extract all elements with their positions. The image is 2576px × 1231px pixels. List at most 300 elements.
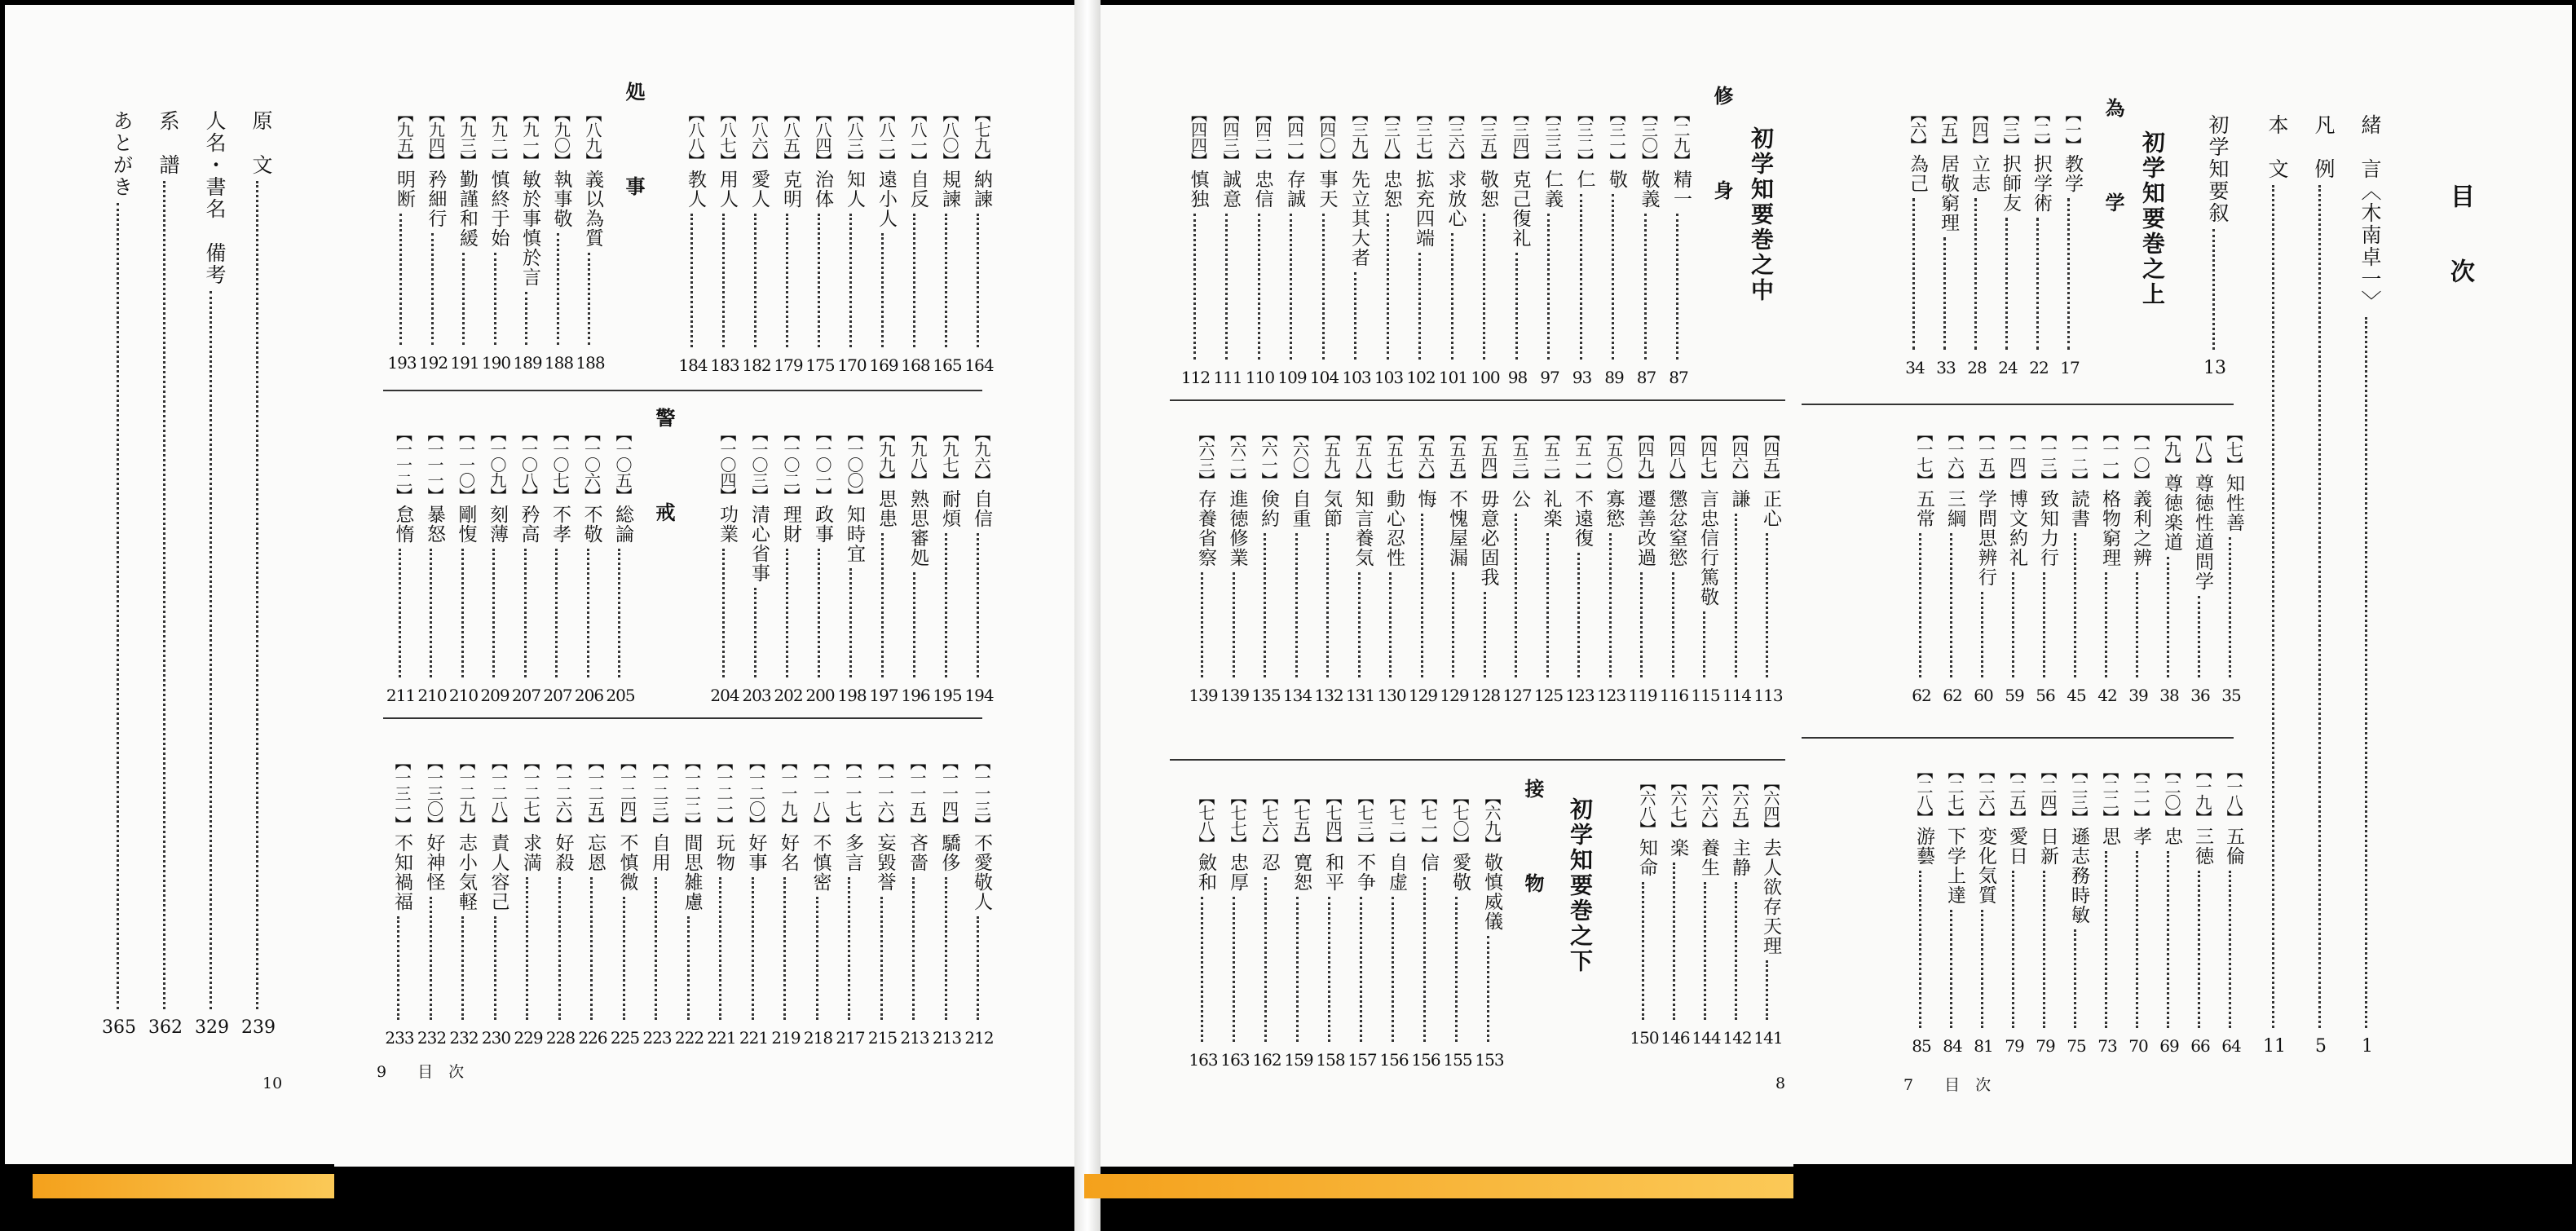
page-number: 81 xyxy=(1974,1036,1993,1056)
entry-number: 【一二八】 xyxy=(488,754,509,832)
page-folio: 7 目 次 xyxy=(1903,1076,1992,1094)
leader-dots xyxy=(1515,514,1517,677)
toc-entry[interactable] xyxy=(1245,106,1276,387)
entry-number: 【一二二】 xyxy=(681,754,702,832)
toc-entry[interactable] xyxy=(1283,789,1314,1070)
toc-entry[interactable] xyxy=(418,106,449,373)
toc-entry[interactable] xyxy=(512,106,543,373)
toc-entry[interactable] xyxy=(1251,789,1282,1070)
entry-title: 不敬 xyxy=(580,505,602,544)
toc-entry[interactable] xyxy=(605,426,636,705)
leader-dots xyxy=(494,253,496,345)
toc-entry[interactable] xyxy=(610,754,641,1048)
page-number: 70 xyxy=(2128,1036,2148,1056)
toc-entry[interactable] xyxy=(1474,789,1505,1070)
toc-entry[interactable] xyxy=(2216,426,2247,705)
toc-entry[interactable] xyxy=(511,426,542,705)
toc-entry[interactable] xyxy=(1442,789,1473,1070)
toc-entry[interactable] xyxy=(1315,789,1346,1070)
page-number: 84 xyxy=(1943,1036,1962,1056)
toc-entry[interactable] xyxy=(1999,763,2030,1056)
entry-number: 【四一】 xyxy=(1285,106,1304,168)
entry-number: 【三四】 xyxy=(1510,106,1530,168)
toc-entry[interactable] xyxy=(836,106,867,375)
entry-title: 原 文 xyxy=(249,110,273,176)
toc-entry[interactable] xyxy=(544,106,575,373)
page-number: 79 xyxy=(2005,1036,2024,1056)
toc-entry[interactable] xyxy=(899,754,930,1048)
toc-entry[interactable] xyxy=(1937,426,1968,705)
entry-number: 【一二】 xyxy=(2069,426,2089,488)
toc-entry[interactable] xyxy=(1220,789,1251,1070)
toc-entry[interactable] xyxy=(2061,763,2092,1056)
page-number: 230 xyxy=(481,1028,511,1048)
page-number: 207 xyxy=(511,686,541,705)
toc-entry[interactable] xyxy=(2061,426,2092,705)
toc-entry[interactable] xyxy=(642,754,673,1048)
leader-dots xyxy=(2074,929,2076,1028)
toc-entry[interactable] xyxy=(900,426,931,705)
leader-dots xyxy=(2365,317,2367,1028)
toc-entry[interactable] xyxy=(932,754,963,1048)
entry-title: 不愧屋漏 xyxy=(1446,489,1467,567)
page-number: 119 xyxy=(1628,686,1657,705)
toc-entry[interactable] xyxy=(575,106,606,373)
leader-dots xyxy=(1418,253,1421,360)
leader-dots xyxy=(1735,882,1737,1020)
leader-dots xyxy=(1912,198,1915,350)
toc-entry[interactable] xyxy=(773,426,804,705)
toc-entry[interactable] xyxy=(1968,426,1999,705)
toc-entry[interactable] xyxy=(868,426,899,705)
toc-entry[interactable] xyxy=(1690,426,1721,705)
toc-entry[interactable] xyxy=(1347,789,1378,1070)
leader-dots xyxy=(2212,229,2215,350)
leader-dots xyxy=(2005,218,2008,350)
leader-dots xyxy=(557,233,559,345)
page-number: 162 xyxy=(1252,1050,1281,1070)
leader-dots xyxy=(1258,214,1260,360)
entry-number: 【一一六】 xyxy=(875,754,895,832)
toc-entry[interactable] xyxy=(1410,789,1441,1070)
entry-number: 【五一】 xyxy=(1573,426,1592,488)
page-number: 135 xyxy=(1251,686,1281,705)
section-divider xyxy=(1802,404,2234,405)
entry-number: 【二五】 xyxy=(2007,763,2027,825)
entry-title: 進徳修業 xyxy=(1226,489,1248,567)
toc-entry[interactable] xyxy=(835,754,866,1048)
toc-entry[interactable] xyxy=(481,754,512,1048)
page-number: 111 xyxy=(1213,368,1242,387)
page-number: 34 xyxy=(1905,358,1925,377)
toc-entry[interactable] xyxy=(1376,426,1407,705)
toc-entry[interactable] xyxy=(1470,106,1501,387)
entry-number: 【一二〇】 xyxy=(746,754,766,832)
page-number: 206 xyxy=(574,686,604,705)
toc-entry[interactable] xyxy=(1212,106,1243,387)
page-number: 60 xyxy=(1974,686,1993,705)
toc-entry[interactable] xyxy=(1378,789,1409,1070)
entry-title: 養生 xyxy=(1698,838,1719,877)
toc-entry[interactable] xyxy=(417,426,448,705)
entry-number: 【一二六】 xyxy=(553,754,573,832)
toc-entry[interactable] xyxy=(384,754,415,1048)
toc-entry[interactable] xyxy=(1534,106,1565,387)
toc-entry[interactable] xyxy=(1999,426,2030,705)
toc-entry[interactable] xyxy=(2304,114,2340,1056)
page-number: 223 xyxy=(642,1028,672,1048)
toc-entry[interactable] xyxy=(674,754,705,1048)
toc-entry[interactable] xyxy=(513,754,544,1048)
entry-title: 孝 xyxy=(2130,827,2151,846)
toc-entry[interactable] xyxy=(1753,774,1784,1048)
page-number: 87 xyxy=(1636,368,1656,387)
toc-entry[interactable] xyxy=(932,426,963,705)
entry-number: 【一一一】 xyxy=(425,426,444,503)
leader-dots xyxy=(1455,897,1458,1042)
toc-entry[interactable] xyxy=(1937,763,1968,1056)
toc-entry[interactable] xyxy=(1659,426,1690,705)
toc-entry[interactable] xyxy=(386,106,417,373)
toc-entry[interactable] xyxy=(1691,774,1722,1048)
toc-entry[interactable] xyxy=(542,426,573,705)
toc-entry[interactable] xyxy=(102,110,138,1037)
toc-entry[interactable] xyxy=(448,426,479,705)
toc-entry[interactable] xyxy=(2030,426,2061,705)
toc-entry[interactable] xyxy=(709,426,740,705)
entry-number: 【八〇】 xyxy=(940,106,959,168)
toc-entry[interactable] xyxy=(1567,106,1598,387)
page-number: 131 xyxy=(1345,686,1375,705)
toc-entry[interactable] xyxy=(1502,106,1533,387)
toc-entry[interactable] xyxy=(964,106,995,375)
toc-entry[interactable] xyxy=(1930,106,1961,377)
toc-entry[interactable] xyxy=(2154,763,2185,1056)
toc-entry[interactable] xyxy=(805,106,836,375)
toc-entry[interactable] xyxy=(2257,114,2293,1056)
toc-entry[interactable] xyxy=(448,754,479,1048)
leader-dots xyxy=(913,214,915,347)
page-number: 156 xyxy=(1379,1050,1409,1070)
page-number: 62 xyxy=(1943,686,1962,705)
toc-entry[interactable] xyxy=(1313,426,1344,705)
toc-entry[interactable] xyxy=(2092,426,2123,705)
page-number: 365 xyxy=(102,1017,136,1038)
toc-entry[interactable] xyxy=(1899,106,1930,377)
toc-entry[interactable] xyxy=(2123,426,2154,705)
entry-number: 【一二三】 xyxy=(650,754,669,832)
toc-entry[interactable] xyxy=(2185,426,2216,705)
page-number: 165 xyxy=(933,355,962,375)
toc-entry[interactable] xyxy=(1439,426,1470,705)
toc-entry[interactable] xyxy=(1471,426,1502,705)
toc-entry[interactable] xyxy=(2185,763,2216,1056)
page-number: 73 xyxy=(2097,1036,2117,1056)
toc-entry[interactable] xyxy=(741,106,772,375)
toc-entry[interactable] xyxy=(1722,426,1753,705)
page-number: 195 xyxy=(933,686,962,705)
toc-entry[interactable] xyxy=(677,106,708,375)
page-number: 179 xyxy=(774,355,803,375)
volume-title: 初学知要巻之下 xyxy=(1567,797,1594,974)
toc-entry[interactable] xyxy=(867,754,898,1048)
leader-dots xyxy=(2272,185,2274,1028)
entry-number: 【二八】 xyxy=(1914,763,1934,825)
entry-number: 【九〇】 xyxy=(551,106,571,168)
toc-heading: 目 次 xyxy=(2446,183,2474,296)
entry-title: 知人 xyxy=(844,170,865,209)
toc-entry[interactable] xyxy=(2198,114,2234,377)
toc-entry[interactable] xyxy=(964,754,995,1048)
entry-title: 好名 xyxy=(778,833,799,872)
entry-number: 【三六】 xyxy=(1445,106,1466,168)
toc-entry[interactable] xyxy=(1660,774,1691,1048)
page-number: 163 xyxy=(1189,1050,1218,1070)
leader-dots xyxy=(623,897,625,1020)
leader-dots xyxy=(2105,851,2107,1028)
toc-entry[interactable] xyxy=(805,426,836,705)
entry-title: 主静 xyxy=(1729,838,1750,877)
volume-title: 初学知要巻之中 xyxy=(1748,126,1775,303)
entry-title: 不孝 xyxy=(549,505,571,544)
toc-entry[interactable] xyxy=(386,426,417,705)
entry-number: 【一五】 xyxy=(1976,426,1996,488)
entry-number: 【一〇六】 xyxy=(581,426,602,503)
toc-entry[interactable] xyxy=(479,426,510,705)
page-number: 69 xyxy=(2159,1036,2179,1056)
toc-entry[interactable] xyxy=(1309,106,1340,387)
leader-dots xyxy=(849,214,852,347)
toc-entry[interactable] xyxy=(241,110,277,1037)
toc-entry[interactable] xyxy=(574,426,605,705)
page-number: 101 xyxy=(1438,368,1468,387)
leader-dots xyxy=(1483,214,1485,360)
entry-number: 【一二九】 xyxy=(457,754,476,832)
toc-entry[interactable] xyxy=(739,754,770,1048)
entry-title: 刻薄 xyxy=(487,505,508,544)
toc-entry[interactable] xyxy=(481,106,512,373)
page-number: 200 xyxy=(805,686,835,705)
toc-entry[interactable] xyxy=(1220,426,1251,705)
entry-title: 系 譜 xyxy=(157,110,180,176)
leader-dots xyxy=(555,549,558,677)
toc-entry[interactable] xyxy=(1722,774,1753,1048)
page-number: 158 xyxy=(1316,1050,1345,1070)
toc-entry[interactable] xyxy=(1345,426,1376,705)
leader-dots xyxy=(719,877,721,1020)
toc-entry[interactable] xyxy=(1251,426,1281,705)
page-number: 128 xyxy=(1471,686,1501,705)
page-number: 132 xyxy=(1314,686,1343,705)
leader-dots xyxy=(2067,198,2070,350)
leader-dots xyxy=(590,877,593,1020)
toc-entry[interactable] xyxy=(932,106,963,375)
toc-entry[interactable] xyxy=(545,754,576,1048)
entry-title: 不遠復 xyxy=(1572,489,1593,548)
leader-dots xyxy=(783,877,786,1020)
entry-number: 【二六】 xyxy=(1976,763,1996,825)
toc-entry[interactable] xyxy=(1502,426,1533,705)
entry-title: 忍 xyxy=(1259,853,1280,872)
toc-entry[interactable] xyxy=(195,110,231,1037)
toc-entry[interactable] xyxy=(2054,106,2085,377)
toc-entry[interactable] xyxy=(770,754,801,1048)
entry-number: 【一一〇】 xyxy=(456,426,476,503)
page-number: 211 xyxy=(386,686,416,705)
leader-dots xyxy=(399,214,402,345)
toc-entry[interactable] xyxy=(868,106,899,375)
leader-dots xyxy=(687,916,690,1020)
toc-entry[interactable] xyxy=(1906,426,1937,705)
toc-entry[interactable] xyxy=(1627,426,1658,705)
entry-title: あとがき xyxy=(110,110,134,198)
entry-title: 本 文 xyxy=(2265,114,2289,180)
toc-entry[interactable] xyxy=(1596,426,1627,705)
toc-entry[interactable] xyxy=(1188,789,1219,1070)
page-number: 64 xyxy=(2221,1036,2241,1056)
entry-title: 尊徳楽道 xyxy=(2161,474,2182,552)
toc-entry[interactable] xyxy=(417,754,448,1048)
entry-number: 【二二】 xyxy=(2100,763,2119,825)
toc-entry[interactable] xyxy=(2154,426,2185,705)
page-number: 36 xyxy=(2190,686,2210,705)
toc-entry[interactable] xyxy=(1992,106,2023,377)
entry-number: 【三二】 xyxy=(1574,106,1595,168)
entry-title: 寡慾 xyxy=(1603,489,1625,528)
toc-entry[interactable] xyxy=(1753,426,1784,705)
entry-title: 悔 xyxy=(1414,489,1436,509)
entry-number: 【三九】 xyxy=(1349,106,1369,168)
leader-dots xyxy=(525,292,527,345)
entry-title: 学問思辨行 xyxy=(1975,489,1996,587)
toc-entry[interactable] xyxy=(148,110,184,1037)
entry-number: 【七〇】 xyxy=(1450,789,1470,851)
page-number: 229 xyxy=(514,1028,543,1048)
toc-entry[interactable] xyxy=(803,754,834,1048)
entry-number: 【八九】 xyxy=(583,106,602,168)
toc-entry[interactable] xyxy=(741,426,772,705)
leader-dots xyxy=(1735,514,1737,677)
entry-title: 為己 xyxy=(1907,154,1928,193)
entry-number: 【一一二】 xyxy=(393,426,413,503)
leader-dots xyxy=(1974,198,1977,350)
leader-dots xyxy=(1676,214,1678,360)
leader-dots xyxy=(977,214,979,347)
entry-title: 不知禍福 xyxy=(391,833,412,911)
entry-number: 【一二七】 xyxy=(521,754,540,832)
toc-entry[interactable] xyxy=(2216,763,2247,1056)
toc-entry[interactable] xyxy=(2023,106,2054,377)
entry-number: 【七一】 xyxy=(1418,789,1438,851)
page-number: 213 xyxy=(932,1028,962,1048)
toc-entry[interactable] xyxy=(1533,426,1564,705)
leader-dots xyxy=(1919,871,1921,1028)
leader-dots xyxy=(818,549,820,677)
entry-number: 【九】 xyxy=(2162,426,2181,472)
leader-dots xyxy=(526,877,528,1020)
toc-entry[interactable] xyxy=(773,106,804,375)
toc-entry[interactable] xyxy=(1629,774,1660,1048)
entry-title: 遠小人 xyxy=(876,170,897,228)
toc-entry[interactable] xyxy=(1188,426,1219,705)
leader-dots xyxy=(588,253,590,345)
toc-entry[interactable] xyxy=(1341,106,1372,387)
toc-entry[interactable] xyxy=(1631,106,1662,387)
toc-entry[interactable] xyxy=(706,754,737,1048)
entry-title: 三徳 xyxy=(2192,827,2213,866)
page-number: 163 xyxy=(1220,1050,1250,1070)
entry-number: 【五三】 xyxy=(1510,426,1529,488)
entry-title: 毋意必固我 xyxy=(1477,489,1499,587)
toc-entry[interactable] xyxy=(2123,763,2154,1056)
entry-number: 【八三】 xyxy=(845,106,864,168)
toc-entry[interactable] xyxy=(1408,426,1439,705)
page-number: 207 xyxy=(543,686,572,705)
toc-entry[interactable] xyxy=(900,106,931,375)
page-number: 100 xyxy=(1471,368,1500,387)
toc-entry[interactable] xyxy=(1564,426,1595,705)
leader-dots xyxy=(722,214,725,347)
leader-dots xyxy=(1290,214,1292,360)
toc-entry[interactable] xyxy=(709,106,740,375)
entry-title: 読書 xyxy=(2068,489,2089,528)
leader-dots xyxy=(2036,218,2039,350)
entry-title: 義以為質 xyxy=(582,170,603,248)
toc-entry[interactable] xyxy=(2350,114,2386,1056)
section-divider xyxy=(1170,759,1785,761)
leader-dots xyxy=(1225,214,1228,360)
leader-dots xyxy=(492,549,495,677)
entry-title: 妄毀誉 xyxy=(874,833,896,892)
entry-title: 博文約礼 xyxy=(2006,489,2027,567)
entry-title: 居敬窮理 xyxy=(1938,154,1959,232)
entry-number: 【九四】 xyxy=(426,106,446,168)
entry-title: 好神怪 xyxy=(423,833,445,892)
entry-title: 遜志務時敏 xyxy=(2068,827,2089,924)
entry-number: 【七八】 xyxy=(1196,789,1215,851)
entry-title: 自重 xyxy=(1289,489,1311,528)
bottom-edge-right xyxy=(1793,1164,2576,1231)
toc-entry[interactable] xyxy=(1277,106,1308,387)
page-number: 113 xyxy=(1753,686,1783,705)
toc-entry[interactable] xyxy=(1663,106,1694,387)
toc-entry[interactable] xyxy=(449,106,480,373)
toc-entry[interactable] xyxy=(1968,763,1999,1056)
toc-entry[interactable] xyxy=(577,754,608,1048)
toc-entry[interactable] xyxy=(1961,106,1992,377)
leader-dots xyxy=(117,203,119,1009)
toc-entry[interactable] xyxy=(1405,106,1436,387)
toc-entry[interactable] xyxy=(1374,106,1405,387)
toc-entry[interactable] xyxy=(1906,763,1937,1056)
page-number: 87 xyxy=(1669,368,1688,387)
toc-entry[interactable] xyxy=(1438,106,1469,387)
toc-entry[interactable] xyxy=(836,426,867,705)
entry-title: 自信 xyxy=(971,489,992,528)
entry-number: 【一〇三】 xyxy=(749,426,769,503)
leader-dots xyxy=(786,214,788,347)
toc-entry[interactable] xyxy=(1282,426,1313,705)
toc-entry[interactable] xyxy=(1180,106,1211,387)
toc-entry[interactable] xyxy=(2092,763,2123,1056)
entry-title: 責人容己 xyxy=(487,833,509,911)
leader-dots xyxy=(1943,237,1946,350)
page-number: 175 xyxy=(805,355,835,375)
toc-entry[interactable] xyxy=(2030,763,2061,1056)
entry-title: 愛敬 xyxy=(1449,853,1471,892)
toc-entry[interactable] xyxy=(964,426,995,705)
toc-entry[interactable] xyxy=(1599,106,1630,387)
